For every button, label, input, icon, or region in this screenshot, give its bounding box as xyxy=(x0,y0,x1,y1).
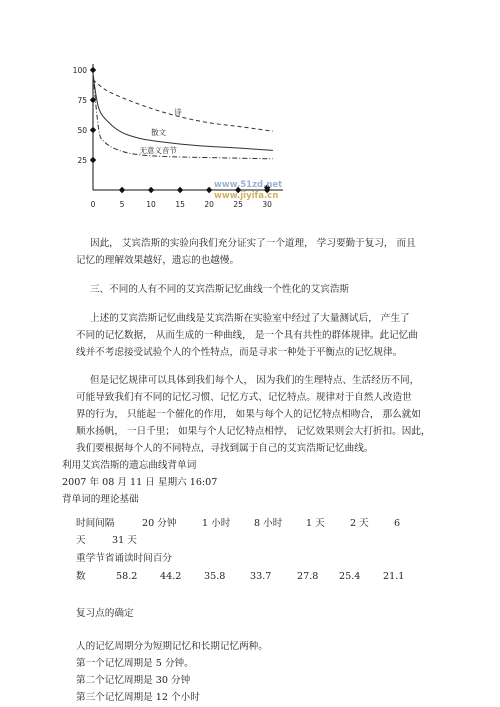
paragraph-3-line-5: 我们要根据每个人的不同特点，寻找到属于自己的艾宾浩斯记忆曲线。 xyxy=(76,443,374,454)
series-line xyxy=(93,74,273,151)
paragraph-2-line-1: 上述的艾宾浩斯记忆曲线是艾宾浩斯在实验室中经过了大量测试后， 产生了 xyxy=(90,313,410,324)
watermark-text: www.51zd.net xyxy=(214,180,283,190)
retention-value: 33.7 xyxy=(250,571,272,582)
y-tick-label: 75 xyxy=(77,96,87,105)
x-tick-label: 0 xyxy=(90,200,96,209)
interval-cell: 1 天 xyxy=(306,518,325,529)
retention-value: 58.2 xyxy=(116,571,138,582)
interval-cell: 8 小时 xyxy=(254,518,283,529)
series-label: 无意义音节 xyxy=(139,145,177,155)
diamond-marker xyxy=(90,67,96,73)
x-tick-label: 20 xyxy=(204,200,214,209)
interval-cell-wrap: 31 天 xyxy=(112,535,137,546)
article-date: 2007 年 08 月 11 日 星期六 16:07 xyxy=(62,477,218,488)
x-tick-label: 5 xyxy=(119,200,125,209)
diamond-marker xyxy=(148,187,154,193)
paragraph-3-line-1: 但是记忆规律可以具体到我们每个人， 因为我们的生理特点、生活经历不同， xyxy=(90,375,420,386)
interval-cell: 6 xyxy=(394,518,401,529)
diamond-marker xyxy=(90,127,96,133)
series-line xyxy=(93,80,273,132)
paragraph-3-line-3: 界的行为， 只能起一个催化的作用， 如果与每个人的记忆特点相吻合， 那么就如 xyxy=(76,409,421,420)
y-tick-label: 25 xyxy=(77,156,87,165)
y-tick-label: 100 xyxy=(72,66,87,75)
retention-label: 重学节省诵读时间百分 xyxy=(76,553,172,564)
x-tick-label: 10 xyxy=(146,200,156,209)
retention-value: 35.8 xyxy=(204,571,226,582)
article-title: 利用艾宾浩斯的遗忘曲线背单词 xyxy=(62,460,197,471)
watermark xyxy=(214,180,282,201)
chart-axes xyxy=(93,64,283,190)
paragraph-3-line-2: 可能导致我们有不同的记忆习惯、记忆方式、记忆特点。规律对于自然人改造世 xyxy=(76,392,412,403)
retention-value: 21.1 xyxy=(383,571,405,582)
x-tick-label: 30 xyxy=(262,200,272,209)
diamond-marker xyxy=(177,187,183,193)
interval-label: 时间间隔 xyxy=(76,518,115,529)
memory-cycle-2: 第二个记忆周期是 30 分钟 xyxy=(76,675,191,686)
interval-cell-wrap: 天 xyxy=(76,535,86,546)
memory-cycle-3: 第三个记忆周期是 12 个小时 xyxy=(76,692,200,703)
series-label: 诗 xyxy=(174,107,182,117)
memory-cycle-1: 第一个记忆周期是 5 分钟。 xyxy=(76,658,194,669)
forgetting-curve-chart xyxy=(68,48,318,223)
paragraph-2-line-2: 不同的记忆数据， 从而生成的一种曲线， 是一个具有共性的群体规律。此记忆曲 xyxy=(76,330,418,341)
section-theory-basis: 背单词的理论基础 xyxy=(62,494,139,505)
x-tick-label: 25 xyxy=(233,200,243,209)
y-tick-label: 50 xyxy=(77,126,87,135)
series-line xyxy=(93,75,273,159)
memory-cycle-intro: 人的记忆周期分为短期记忆和长期记忆两种。 xyxy=(76,641,268,652)
series-label: 散文 xyxy=(151,127,167,137)
retention-value: 25.4 xyxy=(339,571,361,582)
paragraph-3-line-4: 顺水扬帆， 一日千里； 如果与个人记忆特点相悖， 记忆效果则会大打折扣。因此， xyxy=(76,426,431,437)
interval-cell: 1 小时 xyxy=(202,518,231,529)
diamond-marker xyxy=(119,187,125,193)
retention-value: 44.2 xyxy=(160,571,182,582)
section-heading-3: 三、不同的人有不同的艾宾浩斯记忆曲线一个性化的艾宾浩斯 xyxy=(90,284,350,295)
paragraph-conclusion-line-2: 记忆的理解效果越好，遗忘的也越慢。 xyxy=(76,255,240,266)
retention-value: 27.8 xyxy=(297,571,319,582)
interval-cell: 2 天 xyxy=(350,518,369,529)
x-tick-label: 15 xyxy=(175,200,185,209)
retention-label-wrap: 数 xyxy=(76,571,86,582)
chart-curves xyxy=(93,74,273,159)
diamond-marker xyxy=(206,187,212,193)
paragraph-2-line-3: 线并不考虑接受试验个人的个性特点，而是寻求一种处于平衡点的记忆规律。 xyxy=(76,347,403,358)
diamond-marker xyxy=(90,157,96,163)
watermark-text: www.jiyifa.cn xyxy=(214,191,279,201)
paragraph-conclusion-line-1: 因此， 艾宾浩斯的实验向我们充分证实了一个道理， 学习要勤于复习， 而且 xyxy=(90,238,416,249)
chart-series-labels xyxy=(139,106,182,154)
interval-cell: 20 分钟 xyxy=(142,518,177,529)
section-review-points: 复习点的确定 xyxy=(76,608,134,619)
